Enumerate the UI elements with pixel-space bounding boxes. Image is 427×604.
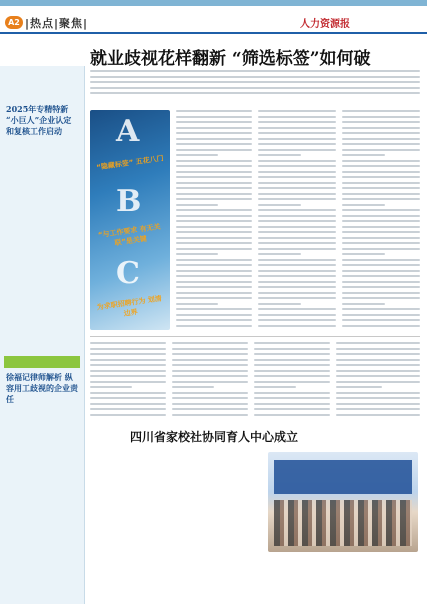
lead-summary <box>90 70 420 102</box>
text-line-placeholder <box>342 264 420 266</box>
text-line-placeholder <box>90 348 166 350</box>
text-line-placeholder <box>176 149 252 151</box>
lower-upper-column-3 <box>254 342 330 422</box>
text-line-placeholder <box>176 220 252 222</box>
text-line-placeholder <box>254 386 296 388</box>
text-line-placeholder <box>336 386 382 388</box>
text-line-placeholder <box>176 325 252 327</box>
text-line-placeholder <box>336 392 420 394</box>
body-column-1 <box>176 110 252 330</box>
text-line-placeholder <box>342 193 420 195</box>
text-line-placeholder <box>258 209 336 211</box>
text-line-placeholder <box>172 408 248 410</box>
text-line-placeholder <box>254 364 330 366</box>
text-line-placeholder <box>258 275 336 277</box>
sidebar-label-bar <box>4 356 80 368</box>
text-line-placeholder <box>342 121 420 123</box>
text-line-placeholder <box>342 204 385 206</box>
text-line-placeholder <box>172 342 248 344</box>
text-line-placeholder <box>172 397 248 399</box>
text-line-placeholder <box>176 138 252 140</box>
text-line-placeholder <box>90 353 166 355</box>
text-line-placeholder <box>176 154 218 156</box>
text-line-placeholder <box>258 165 336 167</box>
text-line-placeholder <box>176 270 252 272</box>
text-line-placeholder <box>258 270 336 272</box>
text-line-placeholder <box>258 215 336 217</box>
body-column-3 <box>342 110 420 330</box>
text-line-placeholder <box>342 182 420 184</box>
text-line-placeholder <box>176 171 252 173</box>
text-line-placeholder <box>176 116 252 118</box>
text-line-placeholder <box>172 359 248 361</box>
text-line-placeholder <box>176 275 252 277</box>
text-line-placeholder <box>90 87 420 89</box>
photo-banner <box>274 460 412 494</box>
text-line-placeholder <box>258 132 336 134</box>
text-line-placeholder <box>342 275 420 277</box>
text-line-placeholder <box>172 348 248 350</box>
text-line-placeholder <box>336 353 420 355</box>
text-line-placeholder <box>172 375 248 377</box>
event-photo <box>268 452 418 552</box>
text-line-placeholder <box>90 397 166 399</box>
text-line-placeholder <box>90 403 166 405</box>
text-line-placeholder <box>176 215 252 217</box>
text-line-placeholder <box>258 319 336 321</box>
lower-upper-column-1 <box>90 342 166 422</box>
text-line-placeholder <box>342 220 420 222</box>
text-line-placeholder <box>258 253 301 255</box>
text-line-placeholder <box>172 386 214 388</box>
text-line-placeholder <box>176 187 252 189</box>
text-line-placeholder <box>342 160 420 162</box>
text-line-placeholder <box>172 364 248 366</box>
text-line-placeholder <box>342 253 385 255</box>
text-line-placeholder <box>90 370 166 372</box>
text-line-placeholder <box>176 237 252 239</box>
text-line-placeholder <box>176 182 252 184</box>
text-line-placeholder <box>342 198 420 200</box>
illustration-column <box>90 110 170 330</box>
text-line-placeholder <box>254 348 330 350</box>
text-line-placeholder <box>342 231 420 233</box>
text-line-placeholder <box>342 187 420 189</box>
text-line-placeholder <box>342 154 385 156</box>
text-line-placeholder <box>342 132 420 134</box>
sidebar-story2-title: 徐福记律师解析 纵容用工歧视的企业责任 <box>6 372 78 404</box>
text-line-placeholder <box>342 259 420 261</box>
text-line-placeholder <box>258 110 336 112</box>
text-line-placeholder <box>342 286 420 288</box>
text-line-placeholder <box>258 193 336 195</box>
text-line-placeholder <box>254 370 330 372</box>
text-line-placeholder <box>258 286 336 288</box>
text-line-placeholder <box>342 215 420 217</box>
lower-headline: 四川省家校社协同育人中心成立 <box>130 430 299 444</box>
text-line-placeholder <box>176 319 252 321</box>
text-line-placeholder <box>258 121 336 123</box>
text-line-placeholder <box>176 143 252 145</box>
text-line-placeholder <box>176 264 252 266</box>
text-line-placeholder <box>336 381 420 383</box>
text-line-placeholder <box>176 110 252 112</box>
text-line-placeholder <box>258 171 336 173</box>
text-line-placeholder <box>258 303 301 305</box>
text-line-placeholder <box>258 116 336 118</box>
text-line-placeholder <box>342 325 420 327</box>
text-line-placeholder <box>258 143 336 145</box>
text-line-placeholder <box>258 187 336 189</box>
text-line-placeholder <box>90 70 420 72</box>
letter-b-graphic: B <box>116 184 142 219</box>
text-line-placeholder <box>342 237 420 239</box>
text-line-placeholder <box>172 370 248 372</box>
text-line-placeholder <box>172 353 248 355</box>
text-line-placeholder <box>254 397 330 399</box>
text-line-placeholder <box>176 297 252 299</box>
text-line-placeholder <box>258 292 336 294</box>
body-column-2 <box>258 110 336 330</box>
text-line-placeholder <box>258 281 336 283</box>
text-line-placeholder <box>90 92 420 94</box>
text-line-placeholder <box>342 127 420 129</box>
text-line-placeholder <box>176 127 252 129</box>
text-line-placeholder <box>254 359 330 361</box>
text-line-placeholder <box>176 259 252 261</box>
text-line-placeholder <box>258 314 336 316</box>
masthead: 人力资源报 <box>300 19 350 30</box>
text-line-placeholder <box>336 364 420 366</box>
text-line-placeholder <box>342 116 420 118</box>
text-line-placeholder <box>176 281 252 283</box>
text-line-placeholder <box>90 386 132 388</box>
text-line-placeholder <box>258 231 336 233</box>
text-line-placeholder <box>258 308 336 310</box>
text-line-placeholder <box>176 253 218 255</box>
text-line-placeholder <box>342 226 420 228</box>
lower-upper-column-2 <box>172 342 248 422</box>
text-line-placeholder <box>342 297 420 299</box>
letter-c-graphic: C <box>116 256 140 291</box>
text-line-placeholder <box>90 414 166 416</box>
text-line-placeholder <box>258 154 301 156</box>
text-line-placeholder <box>258 198 336 200</box>
text-line-placeholder <box>90 76 420 78</box>
text-line-placeholder <box>342 319 420 321</box>
text-line-placeholder <box>90 375 166 377</box>
text-line-placeholder <box>176 286 252 288</box>
subhead-c: 为求职招聘行为 划清边界 <box>96 294 163 318</box>
text-line-placeholder <box>258 242 336 244</box>
text-line-placeholder <box>342 171 420 173</box>
text-line-placeholder <box>90 392 166 394</box>
text-line-placeholder <box>254 381 330 383</box>
text-line-placeholder <box>342 242 420 244</box>
text-line-placeholder <box>336 342 420 344</box>
text-line-placeholder <box>176 308 252 310</box>
text-line-placeholder <box>176 292 252 294</box>
text-line-placeholder <box>176 176 252 178</box>
text-line-placeholder <box>336 414 420 416</box>
text-line-placeholder <box>336 397 420 399</box>
text-line-placeholder <box>172 381 248 383</box>
text-line-placeholder <box>258 182 336 184</box>
text-line-placeholder <box>342 308 420 310</box>
text-line-placeholder <box>254 342 330 344</box>
text-line-placeholder <box>172 392 248 394</box>
text-line-placeholder <box>176 198 252 200</box>
text-line-placeholder <box>258 264 336 266</box>
text-line-placeholder <box>258 325 336 327</box>
text-line-placeholder <box>336 375 420 377</box>
text-line-placeholder <box>342 149 420 151</box>
text-line-placeholder <box>342 143 420 145</box>
subhead-a: “隐藏标签” 五花八门 <box>95 154 165 172</box>
text-line-placeholder <box>258 204 301 206</box>
section-label: |热点|聚焦| <box>25 17 89 30</box>
text-line-placeholder <box>258 149 336 151</box>
lower-upper-column-4 <box>336 342 420 422</box>
text-line-placeholder <box>90 408 166 410</box>
text-line-placeholder <box>90 364 166 366</box>
text-line-placeholder <box>342 270 420 272</box>
text-line-placeholder <box>176 248 252 250</box>
text-line-placeholder <box>258 259 336 261</box>
text-line-placeholder <box>176 242 252 244</box>
subhead-b: “与工作要求 有无关联”是关键 <box>97 222 162 248</box>
text-line-placeholder <box>342 110 420 112</box>
text-line-placeholder <box>258 248 336 250</box>
text-line-placeholder <box>258 127 336 129</box>
text-line-placeholder <box>258 176 336 178</box>
page-number-badge: A2 <box>5 16 23 29</box>
text-line-placeholder <box>342 209 420 211</box>
text-line-placeholder <box>254 403 330 405</box>
text-line-placeholder <box>254 408 330 410</box>
text-line-placeholder <box>336 359 420 361</box>
text-line-placeholder <box>342 176 420 178</box>
text-line-placeholder <box>254 392 330 394</box>
text-line-placeholder <box>258 226 336 228</box>
text-line-placeholder <box>258 237 336 239</box>
text-line-placeholder <box>176 193 252 195</box>
text-line-placeholder <box>176 303 218 305</box>
text-line-placeholder <box>90 342 166 344</box>
text-line-placeholder <box>258 160 336 162</box>
text-line-placeholder <box>90 359 166 361</box>
text-line-placeholder <box>254 353 330 355</box>
text-line-placeholder <box>336 370 420 372</box>
text-line-placeholder <box>342 314 420 316</box>
text-line-placeholder <box>176 314 252 316</box>
text-line-placeholder <box>172 403 248 405</box>
text-line-placeholder <box>172 414 248 416</box>
sidebar-story1-title: 2025年专精特新 “小巨人”企业认定 和复核工作启动 <box>6 104 72 136</box>
text-line-placeholder <box>342 138 420 140</box>
text-line-placeholder <box>90 81 420 83</box>
text-line-placeholder <box>176 209 252 211</box>
text-line-placeholder <box>176 132 252 134</box>
text-line-placeholder <box>342 303 385 305</box>
text-line-placeholder <box>176 231 252 233</box>
text-line-placeholder <box>342 248 420 250</box>
text-line-placeholder <box>176 121 252 123</box>
header-rule <box>0 32 427 34</box>
left-sidebar <box>0 66 85 604</box>
text-line-placeholder <box>258 220 336 222</box>
text-line-placeholder <box>336 348 420 350</box>
text-line-placeholder <box>254 414 330 416</box>
text-line-placeholder <box>176 204 218 206</box>
story-divider <box>90 336 420 337</box>
text-line-placeholder <box>90 381 166 383</box>
text-line-placeholder <box>258 297 336 299</box>
text-line-placeholder <box>342 165 420 167</box>
text-line-placeholder <box>342 292 420 294</box>
text-line-placeholder <box>176 226 252 228</box>
text-line-placeholder <box>258 138 336 140</box>
main-headline: 就业歧视花样翻新 “筛选标签”如何破 <box>90 49 371 69</box>
photo-people <box>274 500 412 546</box>
text-line-placeholder <box>176 165 252 167</box>
text-line-placeholder <box>336 403 420 405</box>
text-line-placeholder <box>176 160 252 162</box>
text-line-placeholder <box>254 375 330 377</box>
letter-a-graphic: A <box>116 114 140 149</box>
text-line-placeholder <box>342 281 420 283</box>
text-line-placeholder <box>336 408 420 410</box>
